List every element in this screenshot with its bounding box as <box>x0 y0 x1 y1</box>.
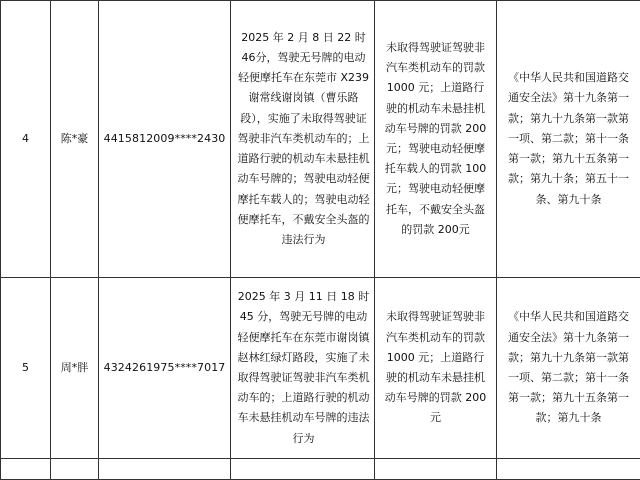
person-name: 陈*豪 <box>51 1 99 278</box>
row-number: 5 <box>1 278 51 459</box>
id-number <box>99 459 231 480</box>
violation-facts: 2025 年 2 月 8 日 22 时 46分，驾驶无号牌的电动轻便摩托车在东莞市 X239谢常线谢岗镇（曹乐路段），实施了未取得驾驶证驾驶非汽车类机动车的；上道路行驶的机动车未悬挂机动车号牌的；驾驶电动轻便摩托车载人的；驾驶电动轻便摩托车，不戴安全头盔的违法行为 <box>231 1 375 278</box>
row-number: 4 <box>1 1 51 278</box>
penalty-content: 未取得驾驶证驾驶非汽车类机动车的罚款 1000 元；上道路行驶的机动车未悬挂机动车号牌的罚款 200 元 <box>375 278 497 459</box>
legal-basis: 《中华人民共和国道路交通安全法》第十九条第一款；第九十九条第一款第一项、第二款；第十一条第一款；第九十五条第一款；第九十条 <box>497 278 640 459</box>
table-row <box>1 278 640 459</box>
id-number: 4324261975****7017 <box>99 278 231 459</box>
legal-basis: 《中华人民共和国道路交通安全法》第十九条第一款；第九十九条第一款第一项、第二款；第十一条第一款；第九十五条第一款；第九十条；第五十一条、第九十条 <box>497 1 640 278</box>
penalty-content <box>375 459 497 480</box>
table-row <box>1 1 640 278</box>
violation-facts <box>231 459 375 480</box>
person-name <box>51 459 99 480</box>
table-row-partial <box>1 459 640 480</box>
id-number: 4415812009****2430 <box>99 1 231 278</box>
penalty-content: 未取得驾驶证驾驶非汽车类机动车的罚款 1000 元；上道路行驶的机动车未悬挂机动车号牌的罚款 200 元；驾驶电动轻便摩托车载人的罚款 100 元；驾驶电动轻便摩托车，不戴安全头盔的罚款 200元 <box>375 1 497 278</box>
violation-facts: 2025 年 3 月 11 日 18 时45 分，驾驶无号牌的电动轻便摩托车在东莞市谢岗镇赵林红绿灯路段，实施了未取得驾驶证驾驶非汽车类机动车的；上道路行驶的机动车未悬挂机动车号牌的违法行为 <box>231 278 375 459</box>
row-number <box>1 459 51 480</box>
legal-basis <box>497 459 640 480</box>
person-name: 周*胖 <box>51 278 99 459</box>
